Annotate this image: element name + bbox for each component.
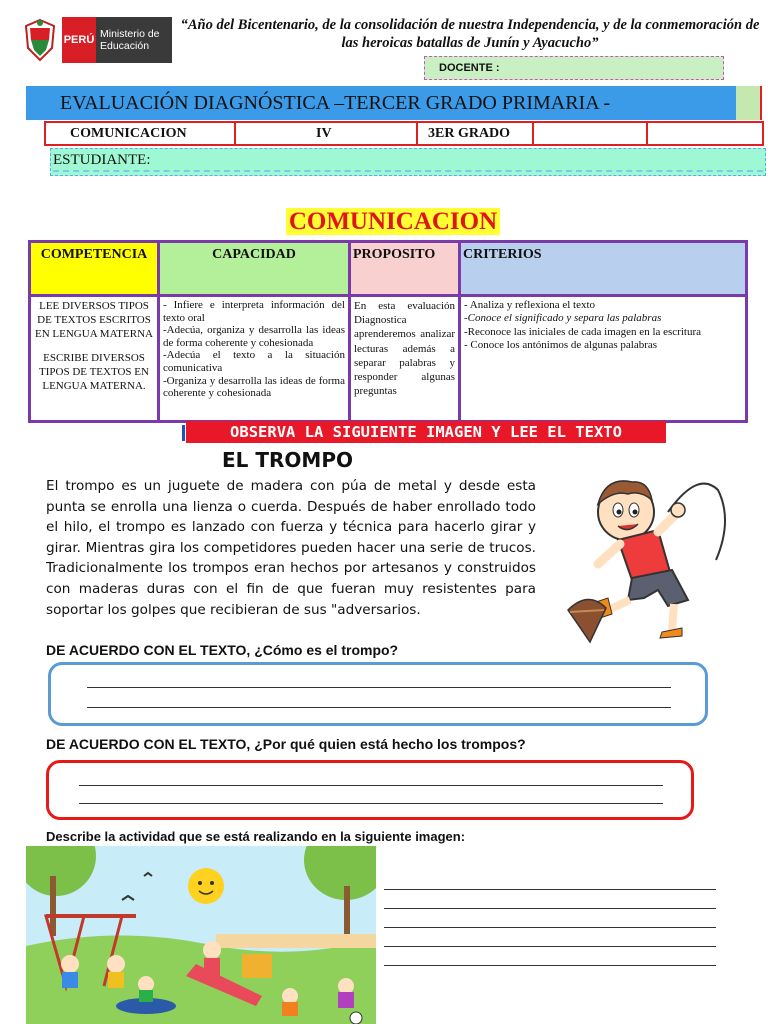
- page-title: EVALUACIÓN DIAGNÓSTICA –TERCER GRADO PRIMARIA -: [26, 86, 736, 120]
- section-title-text: COMUNICACION: [286, 208, 500, 235]
- logo-country: PERÚ: [62, 17, 96, 63]
- question-1: DE ACUERDO CON EL TEXTO, ¿Cómo es el trompo?: [46, 642, 399, 658]
- capacidad-2: -Adecúa, organiza y desarrolla las ideas de forma coherente y cohesionada: [163, 324, 345, 349]
- playground-illustration: [26, 846, 376, 1024]
- answer-line-3[interactable]: [384, 927, 716, 928]
- answer-line-3[interactable]: [384, 946, 716, 947]
- answer-line-3[interactable]: [384, 889, 716, 890]
- title-accent: [736, 86, 762, 120]
- peru-shield-icon: [22, 18, 58, 62]
- capacidad-3: -Adecúa el texto a la situación comunicativa: [163, 349, 345, 374]
- answer-line-3[interactable]: [384, 965, 716, 966]
- answer-line: [87, 707, 671, 708]
- answer-box-2[interactable]: [46, 760, 694, 820]
- competencia-1: LEE DIVERSOS TIPOS DE TEXTOS ESCRITOS EN LENGUA MATERNA: [35, 300, 153, 340]
- competencia-cell: [30, 296, 159, 422]
- instruction-banner: OBSERVA LA SIGUIENTE IMAGEN Y LEE EL TEXTO: [186, 421, 666, 443]
- info-row: [46, 121, 764, 146]
- header-capacidad: CAPACIDAD: [159, 242, 350, 296]
- criterio-1: - Analiza y reflexiona el texto: [464, 299, 596, 311]
- header-proposito: PROPOSITO: [350, 242, 460, 296]
- capacidad-cell: [159, 296, 350, 422]
- student-label: ESTUDIANTE:: [53, 152, 151, 168]
- info-blank-2[interactable]: [646, 121, 764, 146]
- answer-line: [79, 803, 663, 804]
- criterios-cell: [460, 296, 747, 422]
- info-blank-1[interactable]: [532, 121, 648, 146]
- info-area: COMUNICACION: [44, 121, 236, 146]
- minedu-logo: [22, 16, 174, 64]
- student-name-field[interactable]: [50, 148, 766, 176]
- header-criterios: CRITERIOS: [460, 242, 747, 296]
- answer-line: [87, 687, 671, 688]
- info-grade: 3ER GRADO: [416, 121, 534, 146]
- answer-box-1[interactable]: [48, 662, 708, 726]
- proposito-cell: En esta evaluación Diagnostica aprenderemos analizar lecturas además a separar palabras y responder algunas preguntas: [350, 296, 460, 422]
- question-2: DE ACUERDO CON EL TEXTO, ¿Por qué quien está hecho los trompos?: [46, 736, 526, 752]
- year-motto: “Año del Bicentenario, de la consolidación de nuestra Independencia, y de la conmemoración de las heroicas batallas de Junín y Ayacucho”: [180, 17, 760, 51]
- criterio-2: -Conoce el significado y separa las palabras: [464, 312, 662, 325]
- docente-field[interactable]: DOCENTE :: [424, 56, 724, 80]
- capacidad-4: -Organiza y desarrolla las ideas de forma coherente y cohesionada: [163, 374, 345, 400]
- header-competencia: COMPETENCIA: [30, 242, 159, 296]
- answer-line: [79, 785, 663, 786]
- competencia-2: ESCRIBE DIVERSOS TIPOS DE TEXTOS EN LENGUA MATERNA.: [39, 352, 149, 392]
- criterio-3: -Reconoce las iniciales de cada imagen en la escritura: [464, 325, 701, 338]
- reading-title: EL TROMPO: [222, 448, 353, 472]
- info-cycle: IV: [234, 121, 418, 146]
- answer-line-3[interactable]: [384, 908, 716, 909]
- boy-spinning-top-illustration: [548, 460, 758, 648]
- section-title: [0, 208, 768, 236]
- reading-text: El trompo es un juguete de madera con púa de metal y desde esta punta se enrolla una lienza o cuerda. Después de haber enrollado todo el hilo, el trompo es lanzado con fuerza y técnica para hacerlo girar y girar. Mientras gira los competidores pueden hacer una serie de trucos. Tradicionalmente los trompos eran hechos por artesanos y construidos con maderas duras con el fin de que fueran muy resistentes para soportar los golpes que recibieran de sus "adversarios.: [46, 478, 536, 618]
- capacidad-1: - Infiere e interpreta información del texto oral: [163, 299, 345, 324]
- competency-table: [28, 240, 748, 423]
- criterio-4: - Conoce los antónimos de algunas palabras: [464, 339, 658, 352]
- question-3: Describe la actividad que se está realizando en la siguiente imagen:: [46, 829, 466, 844]
- logo-ministry: Ministerio de Educación: [96, 17, 172, 63]
